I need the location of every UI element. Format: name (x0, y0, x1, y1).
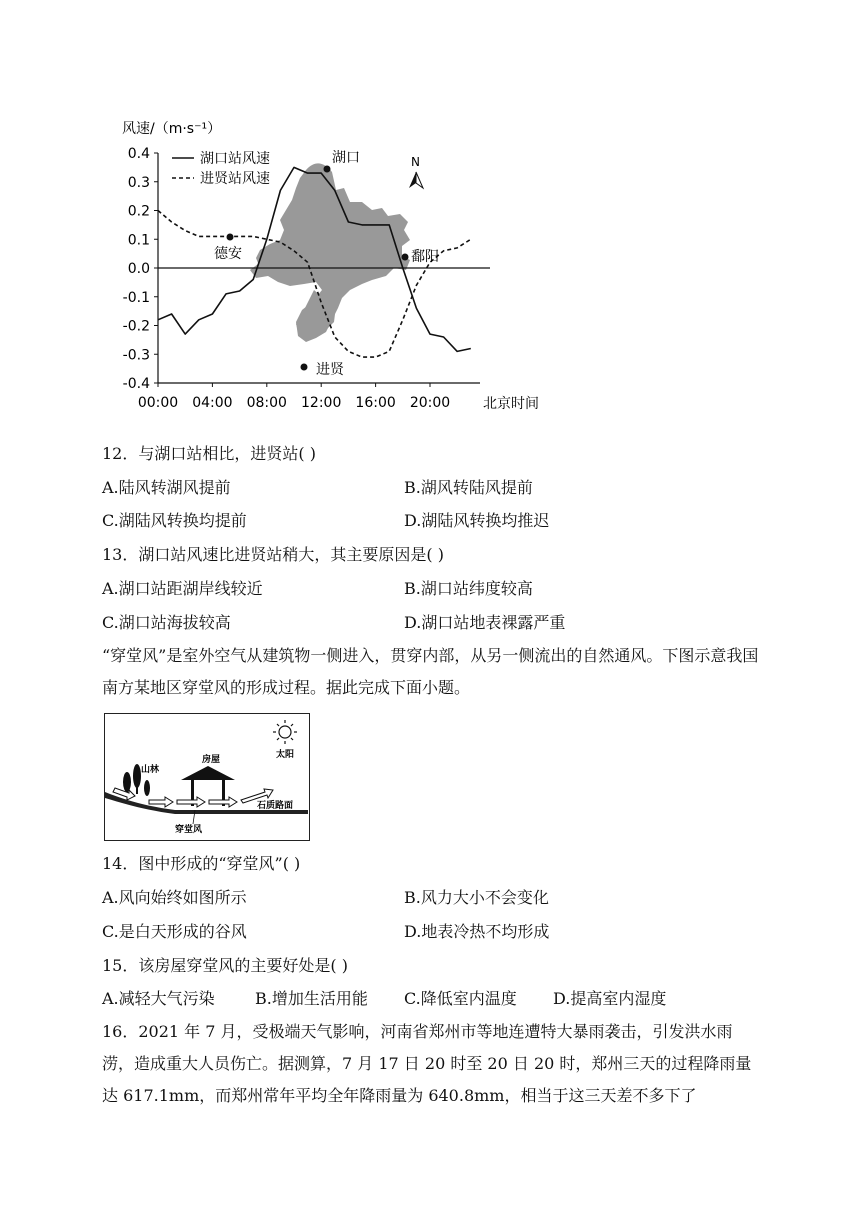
q12-option-a[interactable]: A.陆风转湖风提前 (102, 478, 231, 497)
wind-speed-chart-svg (110, 110, 560, 420)
y-tick-label: 0.4 (127, 146, 150, 162)
sun-label: 太阳 (276, 750, 295, 760)
y-tick-label: 0.3 (127, 174, 150, 191)
north-arrow-icon (409, 155, 423, 188)
draft-wind-diagram-svg (105, 714, 308, 839)
chart-ylabel: 风速/（m·s⁻¹） (122, 121, 222, 137)
station-poyang-label: 鄱阳 (411, 249, 439, 265)
y-tick-label: 0.2 (127, 203, 150, 220)
y-tick-label: 0.1 (127, 232, 150, 249)
sun-icon (273, 720, 297, 744)
q15-stem: 15．该房屋穿堂风的主要好处是( ) (102, 956, 348, 975)
house-label: 房屋 (202, 755, 221, 765)
q12-option-b[interactable]: B.湖风转陆风提前 (404, 478, 533, 497)
q13-option-b[interactable]: B.湖口站纬度较高 (404, 579, 533, 598)
legend-label-jinxian: 进贤站风速 (200, 171, 270, 187)
q12-option-d[interactable]: D.湖陆风转换均推迟 (404, 511, 550, 530)
q13-stem: 13．湖口站风速比进贤站稍大，其主要原因是( ) (102, 545, 444, 564)
road-label: 石质路面 (257, 801, 294, 811)
station-dean-dot (227, 234, 234, 241)
x-tick-label: 04:00 (192, 395, 233, 411)
legend-label-hukou: 湖口站风速 (200, 151, 270, 167)
wind-speed-chart (110, 110, 560, 420)
q15-option-d[interactable]: D.提高室内湿度 (553, 989, 667, 1008)
wind-label: 穿堂风 (175, 825, 203, 835)
chart-legend (172, 150, 270, 187)
q15-option-b[interactable]: B.增加生活用能 (255, 989, 368, 1008)
station-jinxian-dot (301, 364, 308, 371)
station-hukou-label: 湖口 (332, 150, 360, 166)
station-hukou-dot (324, 166, 331, 173)
q14-option-c[interactable]: C.是白天形成的谷风 (102, 922, 247, 941)
x-tick-label: 12:00 (301, 395, 342, 411)
chart-xlabel: 北京时间 (483, 396, 539, 412)
north-label: N (411, 155, 420, 169)
q13-option-a[interactable]: A.湖口站距湖岸线较近 (102, 579, 263, 598)
x-tick-label: 00:00 (137, 395, 179, 411)
q14-option-a[interactable]: A.风向始终如图所示 (102, 888, 247, 907)
q12-stem: 12．与湖口站相比，进贤站( ) (102, 444, 316, 463)
q14-option-b[interactable]: B.风力大小不会变化 (404, 888, 549, 907)
intro-paragraph: “穿堂风”是室外空气从建筑物一侧进入，贯穿内部，从另一侧流出的自然通风。下图示意我国南方某地区穿堂风的形成过程。据此完成下面小题。 (102, 646, 759, 697)
q15-option-c[interactable]: C.降低室内温度 (404, 989, 517, 1008)
x-tick-label: 08:00 (246, 395, 287, 411)
poyang-lake-map (250, 163, 410, 342)
draft-wind-diagram (104, 713, 310, 841)
q13-option-c[interactable]: C.湖口站海拔较高 (102, 613, 231, 632)
y-tick-label: 0.0 (127, 261, 150, 277)
y-tick-label: -0.4 (122, 376, 150, 392)
q15-option-a[interactable]: A.减轻大气污染 (102, 989, 215, 1008)
q13-option-d[interactable]: D.湖口站地表裸露严重 (404, 613, 566, 632)
q14-stem: 14．图中形成的“穿堂风”( ) (102, 854, 301, 873)
forest-label: 山林 (141, 765, 160, 775)
q14-option-d[interactable]: D.地表冷热不均形成 (404, 922, 550, 941)
q16-paragraph: 16．2021 年 7 月，受极端天气影响，河南省郑州市等地连遭特大暴雨袭击，引发洪水雨涝，造成重大人员伤亡。据测算，7 月 17 日 20 时至 20 日 20 时，郑州三天的过程降雨量达 617.1mm，而郑州常年平均全年降雨量为 640.8mm，相当于这三天差不多下了 (102, 1022, 752, 1105)
station-dean-label: 德安 (214, 246, 242, 262)
station-jinxian-label: 进贤 (316, 362, 344, 378)
x-tick-label: 16:00 (355, 395, 396, 411)
q12-option-c[interactable]: C.湖陆风转换均提前 (102, 511, 247, 530)
x-tick-label: 20:00 (409, 395, 451, 411)
y-tick-label: -0.2 (122, 318, 150, 335)
y-tick-label: -0.3 (122, 347, 150, 364)
y-tick-label: -0.1 (122, 289, 150, 306)
station-poyang-dot (402, 254, 409, 261)
